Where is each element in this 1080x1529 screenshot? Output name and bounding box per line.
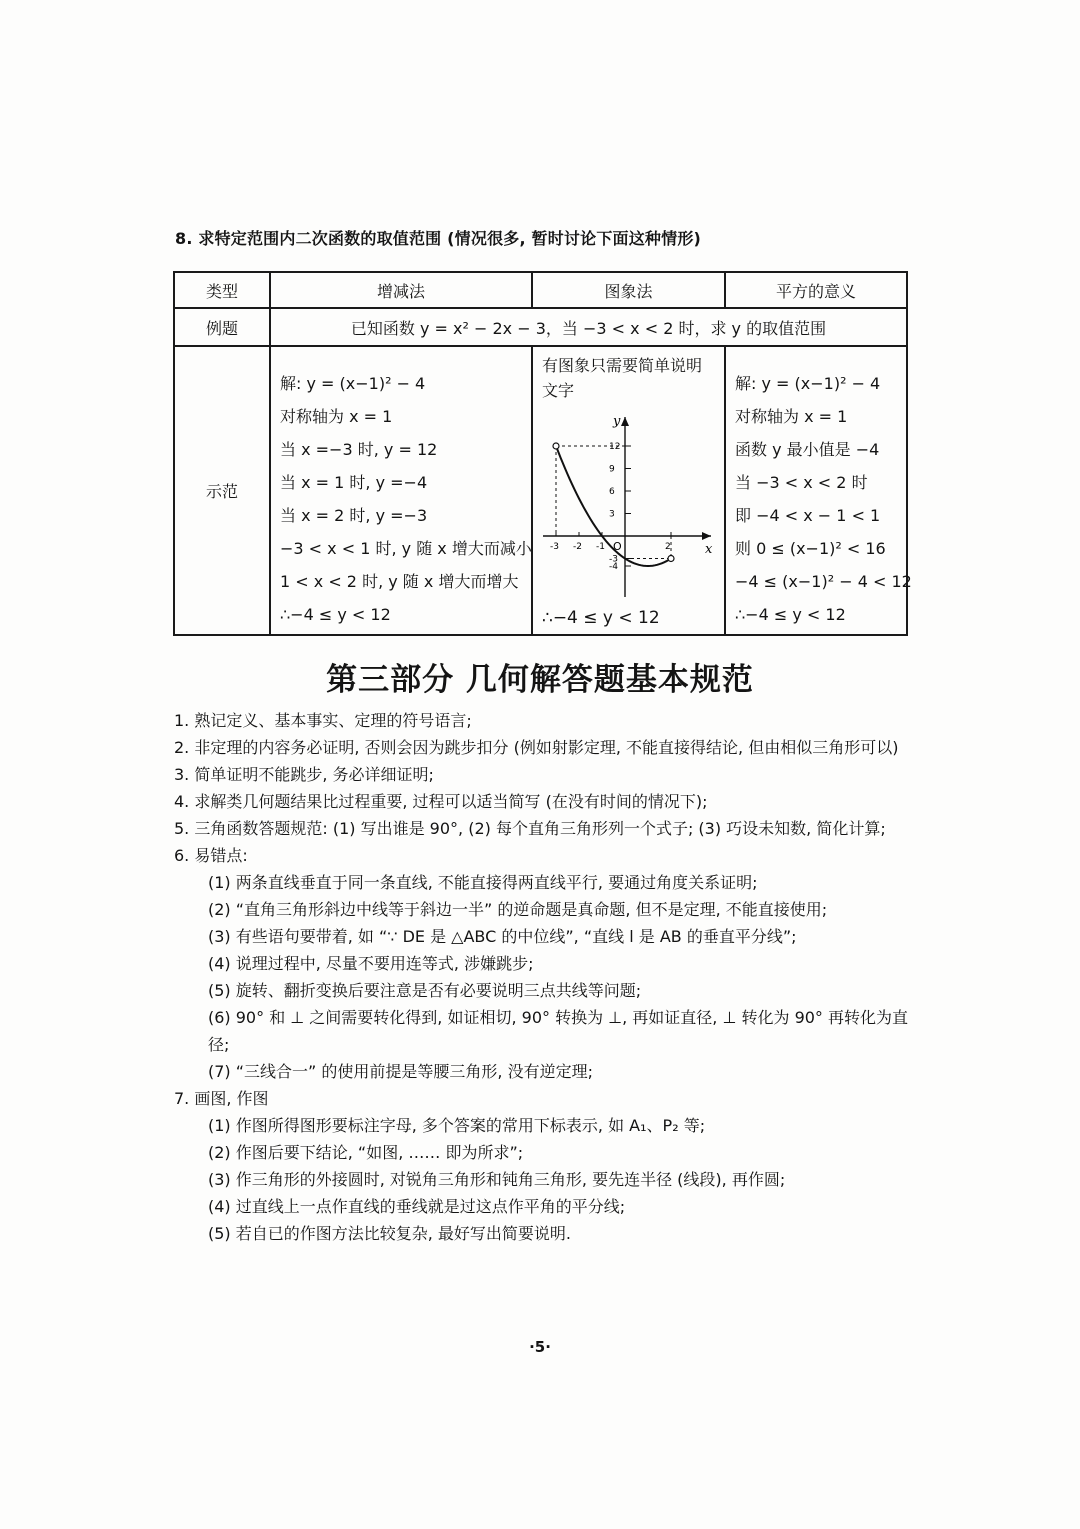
table-header-row [174, 272, 907, 308]
method3-lines [726, 347, 912, 631]
demo-row [174, 346, 907, 635]
x-axis-arrow [702, 532, 711, 540]
list-subitem: (3) 作三角形的外接圆时, 对锐角三角形和钝角三角形, 要先连半径 (线段), 再作圆; [208, 1170, 786, 1189]
list-subitem: (5) 旋转、翻折变换后要注意是否有必要说明三点共线等问题; [208, 981, 642, 1000]
solution-line: 函数 y 最小值是 −4 [735, 440, 880, 459]
x-axis-label: x [705, 542, 713, 557]
header-cell-method3: 平方的意义 [725, 272, 907, 308]
header-cell-method1: 增减法 [270, 272, 532, 308]
x-tick-label: -1 [596, 542, 605, 552]
page-number: ·5· [529, 1338, 551, 1356]
example-label: 例题 [174, 308, 270, 346]
solution-line: 当 −3 < x < 2 时 [735, 473, 868, 492]
list-subitem: (7) “三线合一” 的使用前提是等腰三角形, 没有逆定理; [208, 1062, 593, 1081]
example-row [174, 308, 907, 346]
origin-label: O [613, 540, 622, 553]
list-subitem: (4) 过直线上一点作直线的垂线就是过这点作平角的平分线; [208, 1197, 626, 1216]
x-tick-label: -3 [550, 542, 559, 552]
y-axis-label: y [613, 414, 621, 429]
list-subitem: (3) 有些语句要带着, 如 “∵ DE 是 △ABC 的中位线”, “直线 l 是 AB 的垂直平分线”; [208, 927, 797, 946]
solution-line: 1 < x < 2 时, y 随 x 增大而增大 [280, 572, 519, 591]
open-endpoint [668, 556, 674, 562]
solution-line: 解: y = (x−1)² − 4 [735, 374, 881, 393]
curve-point [578, 498, 580, 500]
method3-cell [725, 346, 912, 635]
list-item: 6. 易错点: [174, 846, 248, 865]
header-cell-type: 类型 [174, 272, 270, 308]
list-subitem: (4) 说理过程中, 尽量不要用连等式, 涉嫌跳步; [208, 954, 534, 973]
methods-table [173, 271, 912, 636]
y-tick-label: -4 [609, 562, 618, 572]
solution-line: 当 x = 1 时, y =−4 [280, 473, 428, 492]
open-endpoint [553, 443, 559, 449]
method2-conclusion: ∴−4 ≤ y < 12 [542, 608, 660, 628]
solution-line: 当 x =−3 时, y = 12 [280, 440, 438, 459]
y-tick-label: 12 [609, 442, 621, 452]
solution-line: 对称轴为 x = 1 [280, 407, 393, 426]
list-item: 7. 画图, 作图 [174, 1089, 269, 1108]
solution-line: 解: y = (x−1)² − 4 [280, 374, 426, 393]
y-tick-label: 6 [609, 487, 615, 497]
method2-note: 有图象只需要简单说明文字 [542, 356, 703, 400]
method2-cell [532, 346, 725, 635]
list-subitem: (1) 作图所得图形要标注字母, 多个答案的常用下标表示, 如 A₁、P₂ 等; [208, 1116, 706, 1135]
solution-line: 对称轴为 x = 1 [735, 407, 848, 426]
list-subitem: (5) 若自已的作图方法比较复杂, 最好写出简要说明. [208, 1224, 572, 1243]
method1-cell [270, 346, 532, 635]
section-8-heading: 8. 求特定范围内二次函数的取值范围 (情况很多, 暂时讨论下面这种情形) [175, 229, 702, 248]
solution-line: 则 0 ≤ (x−1)² < 16 [735, 539, 886, 558]
list-item: 3. 简单证明不能跳步, 务必详细证明; [174, 765, 434, 784]
demo-label: 示范 [174, 346, 270, 635]
curve-point [601, 535, 603, 537]
solution-line: 当 x = 2 时, y =−3 [280, 506, 428, 525]
curve-point [647, 565, 649, 567]
y-tick-label: 9 [609, 464, 615, 475]
solution-line: ∴−4 ≤ y < 12 [735, 605, 846, 624]
header-cell-method2: 图象法 [532, 272, 725, 308]
list-subitem: (2) “直角三角形斜边中线等于斜边一半” 的逆命题是真命题, 但不是定理, 不能直接使用; [208, 900, 828, 919]
x-tick-label: -2 [573, 542, 582, 552]
method1-lines [271, 347, 531, 631]
parabola-graph [535, 407, 721, 603]
solution-line: −3 < x < 1 时, y 随 x 增大而减小 [280, 539, 532, 558]
list-item: 4. 求解类几何题结果比过程重要, 过程可以适当简写 (在没有时间的情况下); [174, 792, 708, 811]
list-subitem: (2) 作图后要下结论, “如图, …… 即为所求”; [208, 1143, 524, 1162]
y-tick-label: -3 [609, 554, 618, 565]
x-tick-label: 2 [665, 542, 671, 552]
list-subitem: (6) 90° 和 ⊥ 之间需要转化得到, 如证相切, 90° 转换为 ⊥, 再如证直径, ⊥ 转化为 90° 再转化为直径; [208, 1008, 909, 1054]
solution-line: 即 −4 < x − 1 < 1 [735, 506, 881, 525]
solution-line: −4 ≤ (x−1)² − 4 < 12 [735, 572, 912, 591]
curve-point [624, 558, 626, 560]
list-subitem: (1) 两条直线垂直于同一条直线, 不能直接得两直线平行, 要通过角度关系证明; [208, 873, 758, 892]
list-item: 2. 非定理的内容务必证明, 否则会因为跳步扣分 (例如射影定理, 不能直接得结论, 但由相似三角形可以) [174, 738, 899, 757]
y-axis-arrow [621, 417, 629, 426]
example-text: 已知函数 y = x² − 2x − 3，当 −3 < x < 2 时，求 y 的取值范围 [270, 308, 907, 346]
list-item: 5. 三角函数答题规范: (1) 写出谁是 90°, (2) 每个直角三角形列一个式子; (3) 巧设未知数, 简化计算; [174, 819, 886, 838]
part3-title: 第三部分 几何解答题基本规范 [326, 662, 754, 698]
rules-list [174, 707, 914, 1247]
solution-line: ∴−4 ≤ y < 12 [280, 605, 391, 624]
list-item: 1. 熟记定义、基本事实、定理的符号语言; [174, 711, 472, 730]
y-tick-label: 3 [609, 509, 615, 520]
